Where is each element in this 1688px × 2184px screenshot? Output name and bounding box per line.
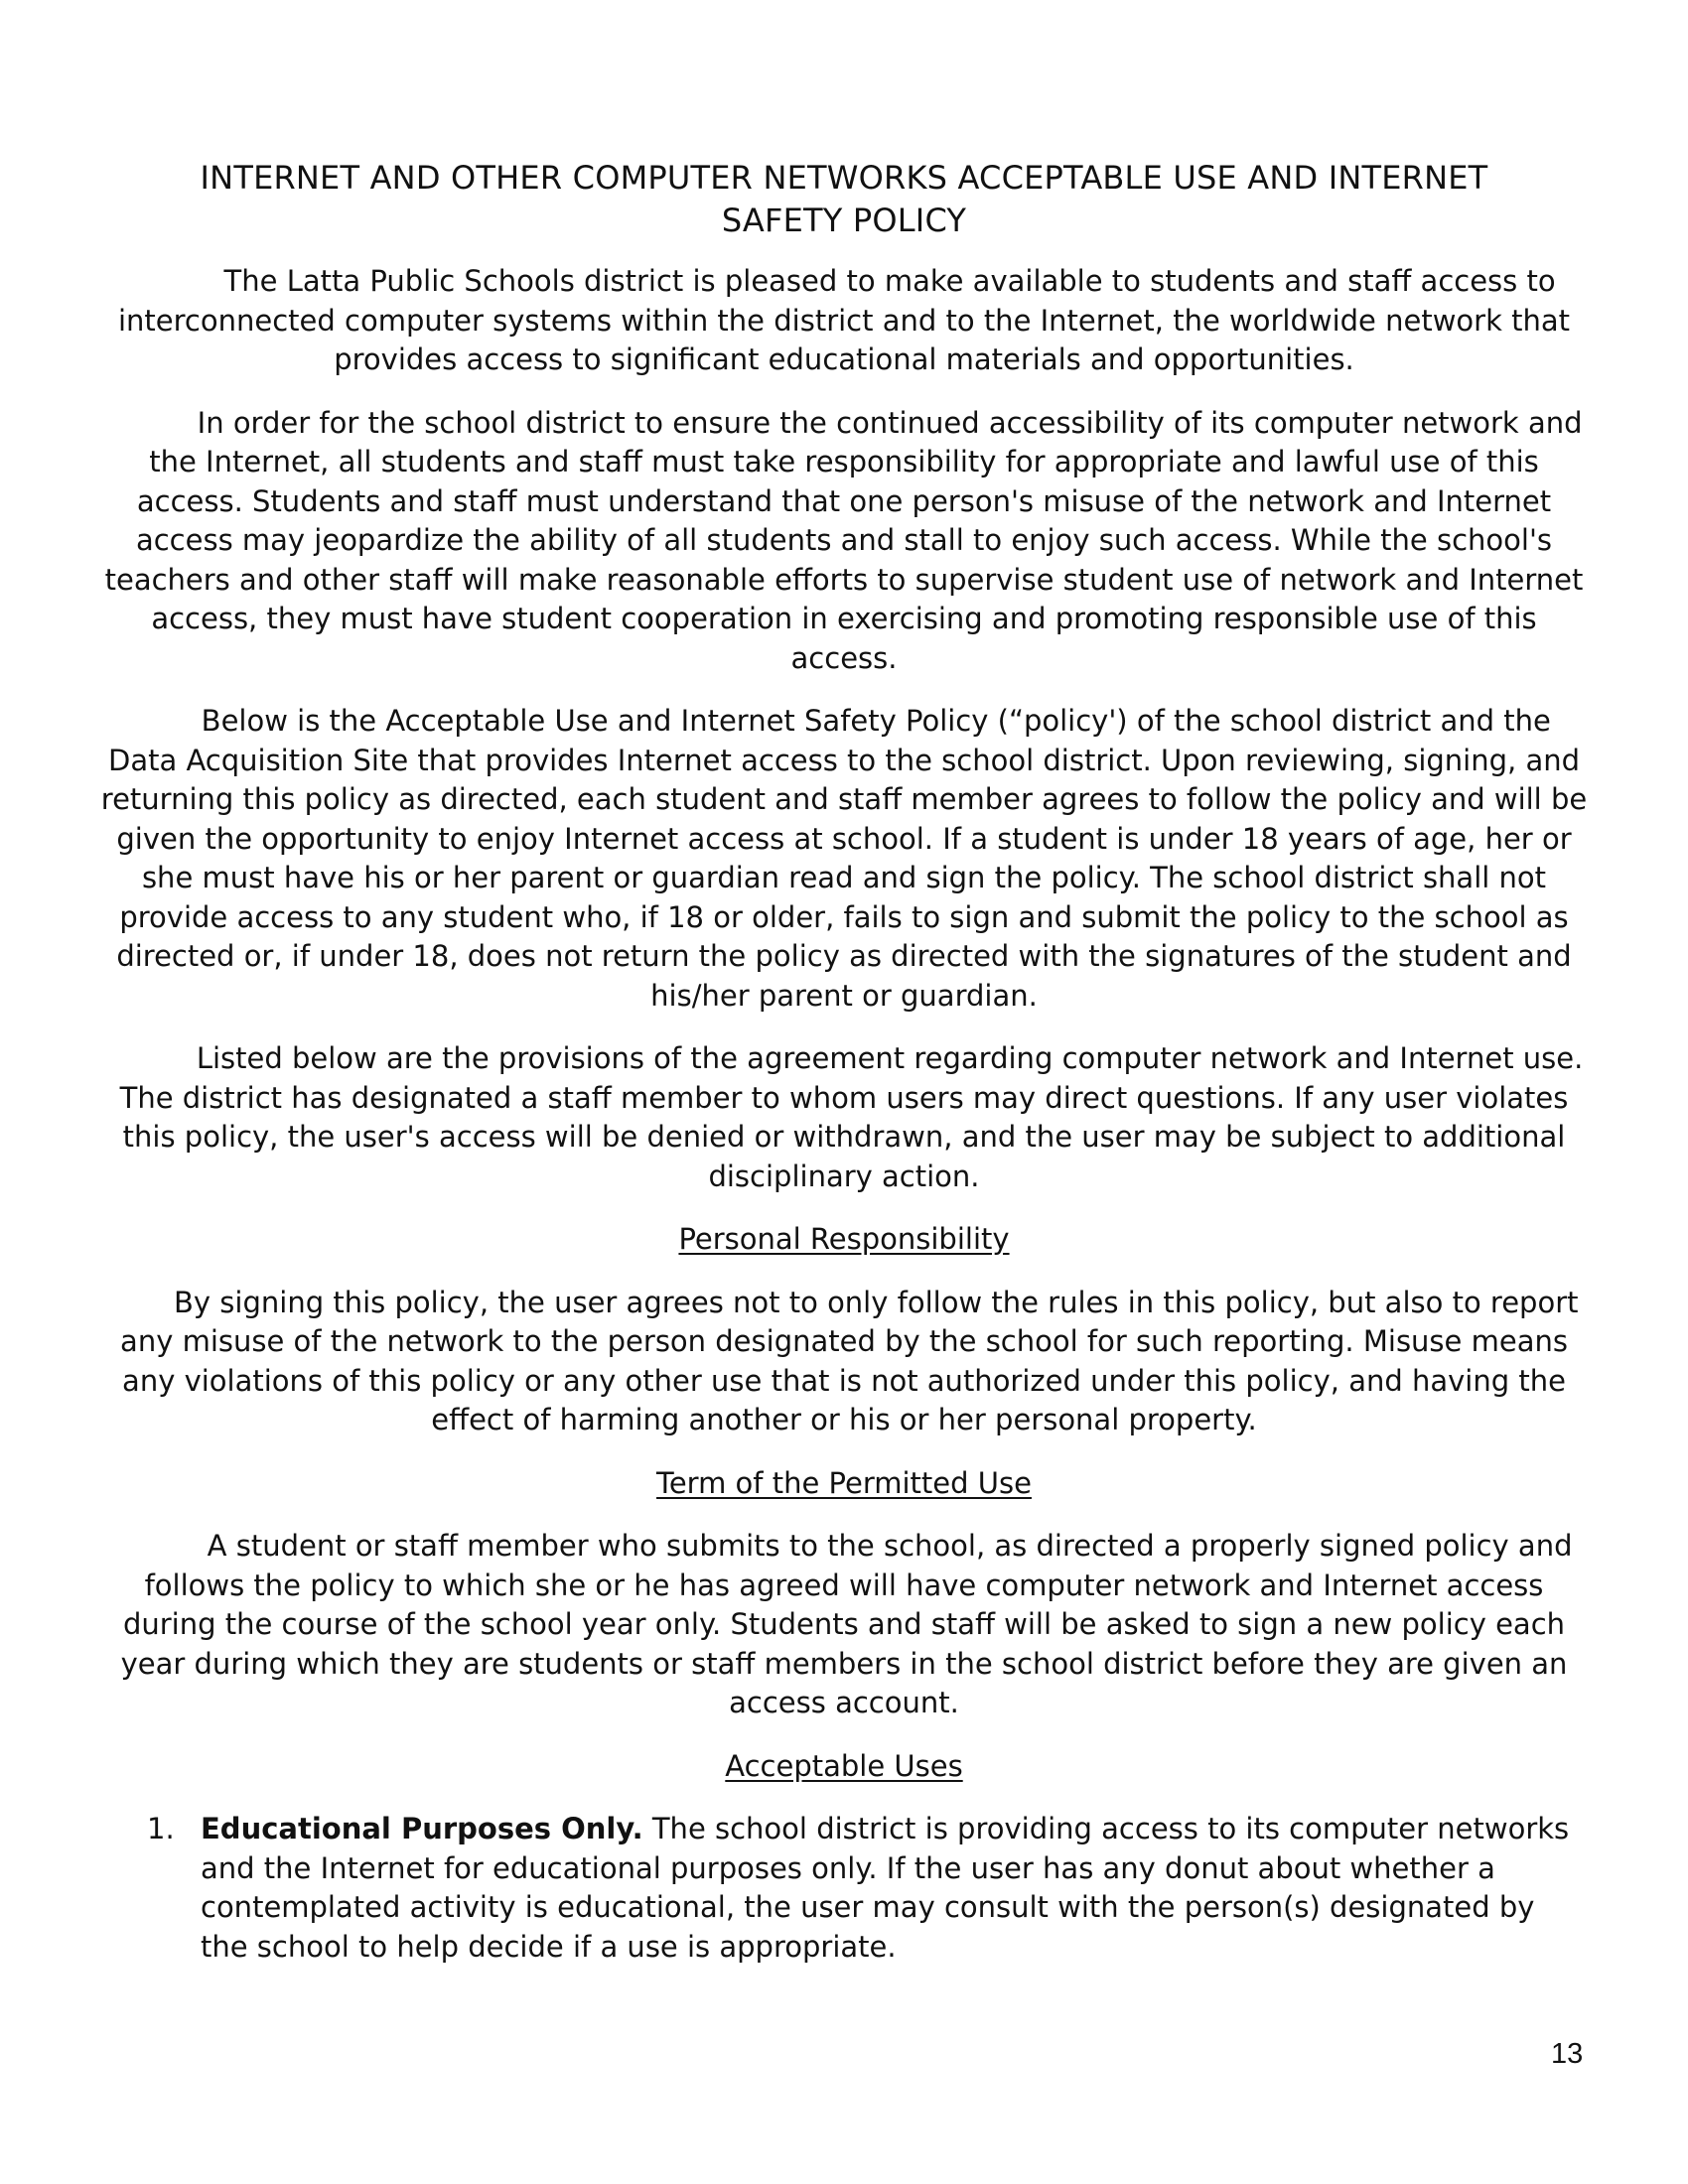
acceptable-uses-list	[99, 1810, 1589, 1967]
page-title	[99, 157, 1589, 242]
section-heading-personal-responsibility: Personal Responsibility	[678, 1222, 1010, 1256]
intro-paragraph: Below is the Acceptable Use and Internet Safety Policy (“policy') of the school district and the Data Acquisition Site that provides Internet access to the school district. Upon reviewing, signing, and returning this policy as directed, each student and staff member agrees to follow the policy and will be given the opportunity to enjoy Internet access at school. If a student is under 18 years of age, her or she must have his or her parent or guardian read and sign the policy. The school district shall not provide access to any student who, if 18 or older, fails to sign and submit the policy to the school as directed or, if under 18, does not return the policy as directed with the signatures of the student and his/her parent or guardian.	[100, 704, 1588, 1013]
page-number: 13	[1551, 2038, 1584, 2070]
section-heading-term-of-use: Term of the Permitted Use	[656, 1465, 1032, 1500]
list-item-text: The school district is providing access to its computer networks and the Internet for educational purposes only. If the user has any donut about whether a contemplated activity is educational, the user may consult with the person(s) designated by the school to help decide if a use is appropriate.	[201, 1812, 1570, 1964]
intro-paragraph: In order for the school district to ensure the continued accessibility of its computer network and the Internet, all students and staff must take responsibility for appropriate and lawful use of this access. Students and staff must understand that one person's misuse of the network and Internet access may jeopardize the ability of all students and stall to enjoy such access. While the school's teachers and other staff will make reasonable efforts to supervise student use of network and Internet access, they must have student cooperation in exercising and promoting responsible use of this access.	[104, 405, 1584, 675]
intro-paragraph: The Latta Public Schools district is pleased to make available to students and staff access to interconnected computer systems within the district and to the Internet, the worldwide network that provides access to significant educational materials and opportunities.	[118, 264, 1570, 376]
list-item-label: Educational Purposes Only.	[201, 1812, 643, 1845]
document-page	[99, 157, 1589, 1967]
list-item-number: 1.	[147, 1812, 175, 1845]
term-of-use-paragraph: A student or staff member who submits to the school, as directed a properly signed policy and follows the policy to which she or he has agreed will have computer network and Internet access during the course of the school year only. Students and staff will be asked to sign a new policy each year during which they are students or staff members in the school district before they are given an access account.	[115, 1529, 1573, 1719]
title-line-1: INTERNET AND OTHER COMPUTER NETWORKS ACCEPTABLE USE AND INTERNET	[200, 159, 1488, 197]
title-line-2: SAFETY POLICY	[721, 202, 967, 239]
section-heading-acceptable-uses: Acceptable Uses	[725, 1748, 963, 1783]
personal-responsibility-paragraph: By signing this policy, the user agrees not to only follow the rules in this policy, but also to report any misuse of the network to the person designated by the school for such reporting. Misuse means any violations of this policy or any other use that is not authorized under this policy, and having the effect of harming another or his or her personal property.	[109, 1285, 1579, 1436]
intro-paragraph: Listed below are the provisions of the agreement regarding computer network and Internet use. The district has designated a staff member to whom users may direct questions. If any user violates this policy, the user's access will be denied or withdrawn, and the user may be subject to additional disciplinary action.	[104, 1041, 1584, 1193]
list-item	[99, 1810, 1589, 1967]
